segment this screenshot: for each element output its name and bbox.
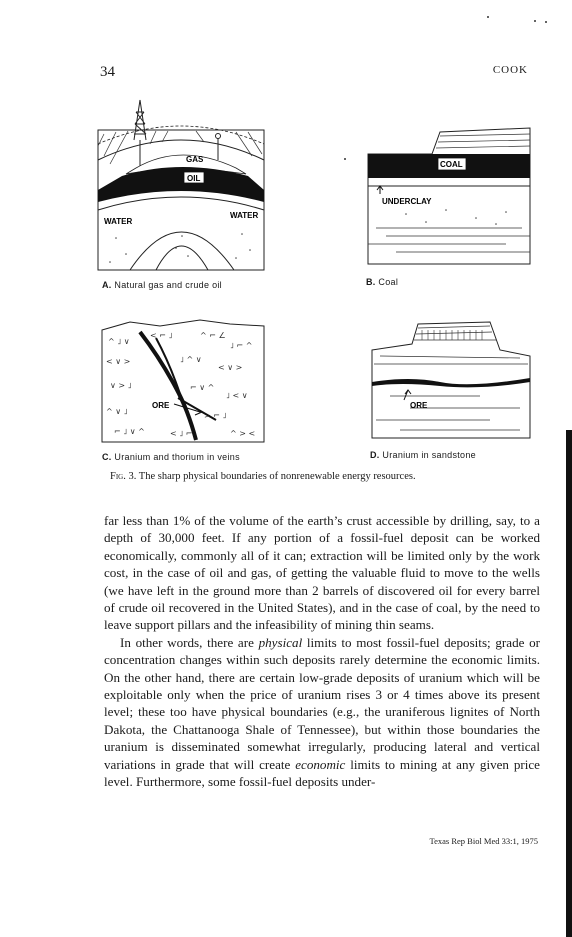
emphasis-economic: economic [295,756,346,772]
panel-c-title: Uranium and thorium in veins [114,452,240,462]
ore-label-c: ORE [152,401,170,410]
gas-oil-trap-diagram [96,98,266,273]
underclay-label: UNDERCLAY [382,197,432,206]
svg-text:^ ⌐ ∠: ^ ⌐ ∠ [200,331,226,340]
water-left-label: WATER [104,217,133,226]
paragraph-2 [104,634,540,791]
panel-d-caption [370,450,476,460]
svg-text:^ > <: ^ > < [230,429,256,438]
figure-caption [110,471,530,482]
scan-speck [545,21,547,23]
panel-c-caption [102,452,240,462]
svg-text:⌐ ˩ ∨ ^: ⌐ ˩ ∨ ^ [114,427,145,436]
vein-deposit-diagram [100,318,266,444]
paragraph-1: far less than 1% of the volume of the earth’s crust accessible by drilling, say, to a depth of 30,000 feet. If any portion of a fossil-fuel deposit can be worked economically, commonly all of it can; extraction will be limited only by the work cost, in the case of oil and gas, of getting the valuable fluid to move to the wells (we have left in the ground more than 2 barrels of discovered oil for every barrel of crude oil recovered in the United States), and in the case of coal, by the need to leave support pillars and the infeasibility of mining thin seams. [104,513,540,633]
paragraph-2-part-c: limits to mining at any given price level. Furthermore, some fossil-fuel deposits under- [104,756,540,790]
panel-b-title: Coal [378,277,399,287]
oil-derrick-icon [134,100,146,168]
pump-icon [216,134,221,161]
water-right-label: WATER [230,211,259,220]
journal-citation: Texas Rep Biol Med 33:1, 1975 [429,836,538,846]
svg-text:^ ˩ ∨: ^ ˩ ∨ [108,337,130,346]
scan-speck [487,16,489,18]
figure-caption-text: The sharp physical boundaries of nonrenewable energy resources. [138,471,416,482]
scan-speck [534,20,536,22]
coal-label: COAL [440,160,463,169]
figure-caption-number: Fig. 3. [110,471,137,482]
scan-edge-shadow [566,430,572,937]
ore-label-d: ORE [410,401,428,410]
figure-panel-a [96,98,266,273]
coal-seam-diagram [366,124,532,270]
page-number: 34 [100,64,115,80]
figure-panel-b [366,124,532,270]
running-head: COOK [492,64,528,76]
svg-text:⌐ ∨ ^: ⌐ ∨ ^ [190,383,215,392]
scan-speck [344,158,346,160]
figure-panel-d [370,320,532,440]
panel-c-letter: C. [102,452,112,462]
body-text [104,512,540,791]
panel-b-caption [366,277,398,287]
panel-d-title: Uranium in sandstone [382,450,476,460]
svg-text:^ ∨ ˩: ^ ∨ ˩ [106,407,128,416]
svg-text:< ˩ ⌐: < ˩ ⌐ [170,429,193,438]
svg-text:< ⌐ ˩: < ⌐ ˩ [150,331,173,340]
gas-label: GAS [186,155,204,164]
svg-text:˩ < ∨: ˩ < ∨ [226,391,248,400]
oil-label: OIL [187,174,201,183]
emphasis-physical: physical [258,634,303,650]
panel-a-caption [102,280,222,290]
svg-text:> ⌐ ˩: > ⌐ ˩ [204,411,227,420]
figure-panel-c [100,318,266,444]
panel-d-letter: D. [370,450,380,460]
svg-text:< ∨ >: < ∨ > [106,357,131,366]
paragraph-2-part-b: limits to most fossil-fuel deposits; grade or concentration changes within such deposits rarely determine the economic limits. On the other hand, there are certain low-grade deposits of uranium which will be exploitable only when the price of uranium rises 3 or 4 times above its present level; these too have physical boundaries (e.g., the uraniferous lignites of North Dakota, the Chattanooga Shale of Tennessee), but within those boundaries the uranium is disseminated somewhat irregularly, producing lateral and vertical variations in grade that will create [104,634,540,772]
svg-text:∨ > ˩: ∨ > ˩ [110,381,132,390]
panel-b-letter: B. [366,277,376,287]
svg-text:˩ ⌐ ^: ˩ ⌐ ^ [230,341,253,350]
sandstone-deposit-diagram [370,320,532,440]
svg-text:< ∨ >: < ∨ > [218,363,243,372]
panel-a-title: Natural gas and crude oil [114,280,222,290]
paragraph-2-part-a: In other words, there are [120,634,259,650]
svg-text:˩ ^ ∨: ˩ ^ ∨ [180,355,202,364]
panel-a-letter: A. [102,280,112,290]
